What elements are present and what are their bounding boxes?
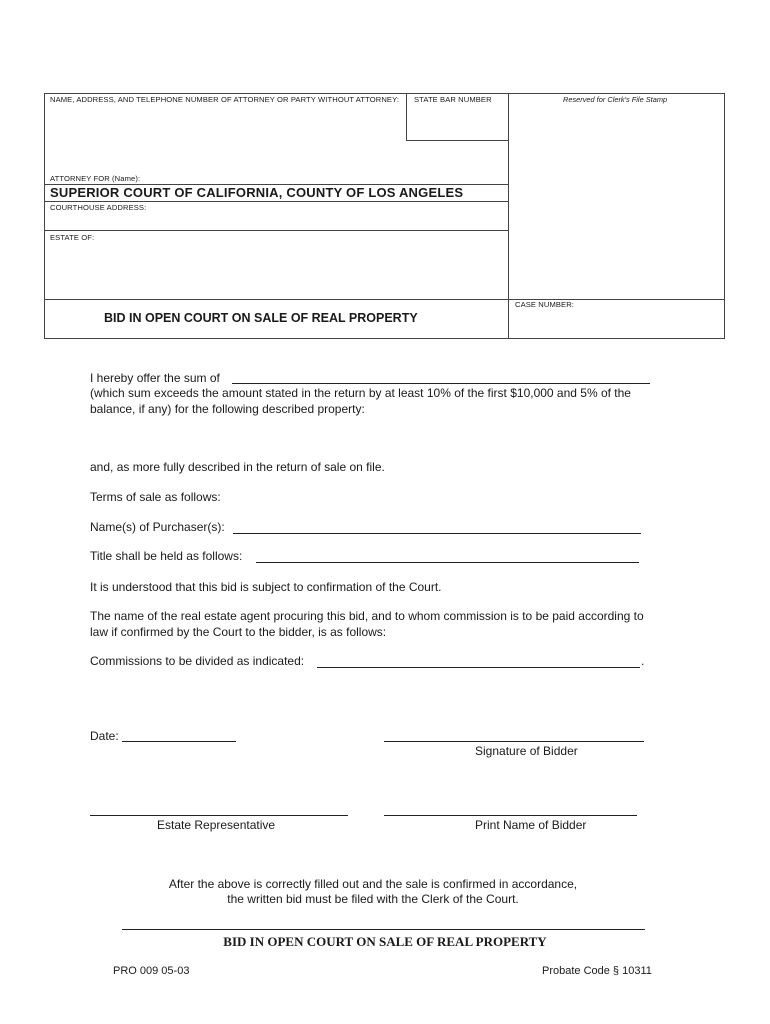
described-text: and, as more fully described in the return of sale on file. bbox=[90, 460, 385, 474]
offer-text-line3: balance, if any) for the following described property: bbox=[90, 402, 365, 416]
attorney-for-label: ATTORNEY FOR (Name): bbox=[50, 174, 141, 183]
footer-divider bbox=[122, 929, 645, 930]
estate-representative-label: Estate Representative bbox=[157, 818, 276, 832]
estate-representative-line[interactable] bbox=[90, 815, 348, 816]
signature-bidder-line[interactable] bbox=[384, 741, 644, 742]
offer-text-line2: (which sum exceeds the amount stated in the return by at least 10% of the first $10,000 and 5% of the bbox=[90, 386, 631, 400]
offer-label: I hereby offer the sum of bbox=[90, 371, 220, 385]
offer-amount-line[interactable] bbox=[232, 383, 650, 384]
clerk-stamp-label: Reserved for Clerk's File Stamp bbox=[563, 95, 668, 104]
terms-label: Terms of sale as follows: bbox=[90, 490, 221, 504]
state-bar-label: STATE BAR NUMBER bbox=[414, 95, 492, 104]
courthouse-address-label: COURTHOUSE ADDRESS: bbox=[50, 203, 147, 212]
probate-code: Probate Code § 10311 bbox=[542, 965, 652, 977]
state-bar-field[interactable] bbox=[410, 104, 504, 138]
signature-bidder-label: Signature of Bidder bbox=[475, 744, 578, 758]
clerk-stamp-area bbox=[513, 104, 721, 296]
case-number-field[interactable] bbox=[515, 310, 721, 335]
title-held-label: Title shall be held as follows: bbox=[90, 549, 243, 563]
confirmation-text: It is understood that this bid is subject to confirmation of the Court. bbox=[90, 580, 442, 594]
commissions-label: Commissions to be divided as indicated: bbox=[90, 654, 305, 668]
courthouse-address-field[interactable] bbox=[50, 212, 502, 228]
print-name-bidder-label: Print Name of Bidder bbox=[475, 818, 587, 832]
form-code: PRO 009 05-03 bbox=[113, 965, 190, 977]
footer-title: BID IN OPEN COURT ON SALE OF REAL PROPERTY bbox=[223, 934, 547, 949]
agent-text-line2: law if confirmed by the Court to the bidder, is as follows: bbox=[90, 625, 387, 639]
property-description-field[interactable] bbox=[90, 420, 670, 458]
instructions-line2: the written bid must be filed with the Clerk of the Court. bbox=[227, 892, 519, 906]
estate-of-field[interactable] bbox=[50, 243, 502, 297]
attorney-label: NAME, ADDRESS, AND TELEPHONE NUMBER OF ATTORNEY OR PARTY WITHOUT ATTORNEY: bbox=[50, 95, 400, 104]
commissions-period: . bbox=[641, 654, 645, 668]
commissions-line[interactable] bbox=[317, 667, 640, 668]
attorney-field[interactable] bbox=[50, 104, 402, 172]
estate-of-label: ESTATE OF: bbox=[50, 233, 95, 242]
case-number-label: CASE NUMBER: bbox=[515, 300, 575, 309]
print-name-bidder-line[interactable] bbox=[384, 815, 637, 816]
date-line[interactable] bbox=[122, 741, 236, 742]
title-held-line[interactable] bbox=[256, 562, 639, 563]
purchasers-label: Name(s) of Purchaser(s): bbox=[90, 520, 225, 534]
form-title: BID IN OPEN COURT ON SALE OF REAL PROPERTY bbox=[104, 311, 418, 325]
date-label: Date: bbox=[90, 729, 119, 743]
instructions-line1: After the above is correctly filled out and the sale is confirmed in accordance, bbox=[168, 877, 578, 891]
agent-text-line1: The name of the real estate agent procuring this bid, and to whom commission is to be paid according to bbox=[90, 609, 644, 623]
court-name: SUPERIOR COURT OF CALIFORNIA, COUNTY OF LOS ANGELES bbox=[50, 185, 464, 200]
purchasers-line[interactable] bbox=[233, 533, 641, 534]
